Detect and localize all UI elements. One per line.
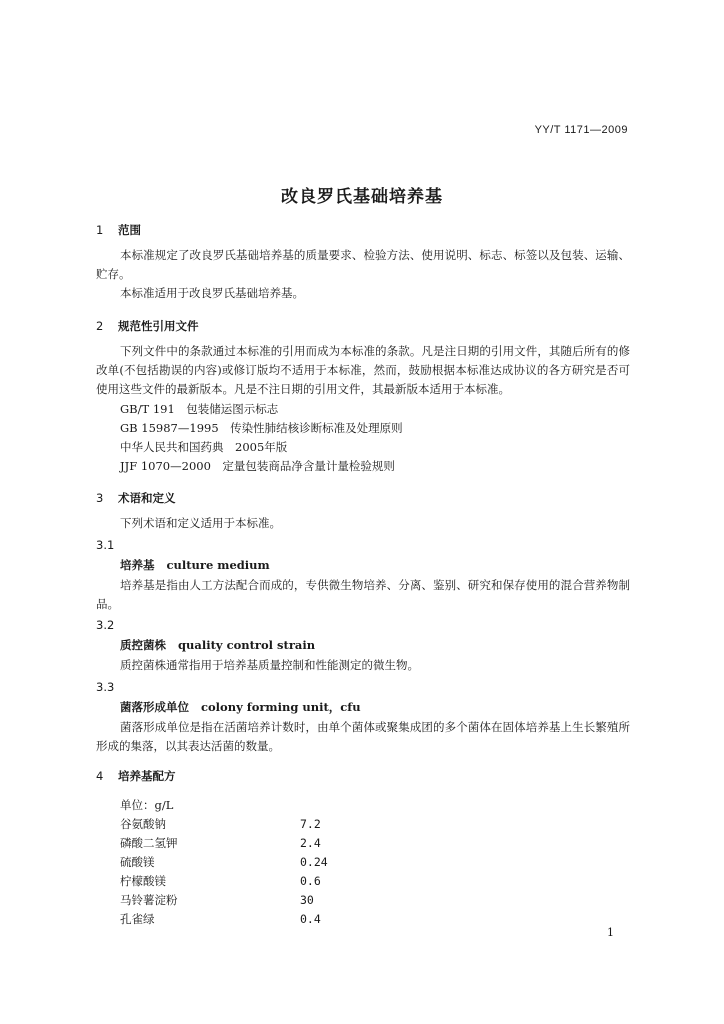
term-number: 3.1 xyxy=(96,538,115,552)
ingredient-value: 0.24 xyxy=(300,855,328,869)
term-cn: 质控菌株 xyxy=(120,638,166,652)
ingredient-row xyxy=(120,873,520,889)
ingredient-row xyxy=(120,854,520,870)
term-number: 3.2 xyxy=(96,618,115,632)
page-title: 改良罗氏基础培养基 xyxy=(281,187,443,207)
reference-item: GB 15987—1995 传染性肺结核诊断标准及处理原则 xyxy=(120,421,403,435)
section-2-title: 规范性引用文件 xyxy=(118,319,199,333)
unit-label: 单位：g/L xyxy=(120,798,174,812)
ingredient-row xyxy=(120,816,520,832)
section-2-heading xyxy=(96,318,199,334)
section-1-title: 范围 xyxy=(118,223,141,237)
section-1-paragraph-1: 本标准规定了改良罗氏基础培养基的质量要求、检验方法、使用说明、标志、标签以及包装、运输、贮存。 xyxy=(96,248,630,281)
ingredient-row xyxy=(120,835,520,851)
term-definition: 菌落形成单位是指在活菌培养计数时，由单个菌体或聚集成团的多个菌体在固体培养基上生长繁殖所形成的集落，以其表达活菌的数量。 xyxy=(96,720,630,753)
section-1-heading xyxy=(96,222,141,238)
term-heading xyxy=(120,557,270,573)
term-en: colony forming unit，cfu xyxy=(201,700,361,714)
section-3-number: 3 xyxy=(96,491,104,505)
term-heading xyxy=(120,699,361,715)
term-number: 3.3 xyxy=(96,680,115,694)
ingredient-value: 7.2 xyxy=(300,817,321,831)
ingredient-name: 硫酸镁 xyxy=(120,855,155,869)
term-definition: 质控菌株通常指用于培养基质量控制和性能测定的微生物。 xyxy=(120,658,419,672)
section-1-number: 1 xyxy=(96,223,104,237)
page-number: 1 xyxy=(607,926,614,939)
term-en: quality control strain xyxy=(178,638,316,652)
term-cn: 菌落形成单位 xyxy=(120,700,189,714)
ingredient-row xyxy=(120,892,520,908)
standard-number: YY/T 1171—2009 xyxy=(534,124,628,136)
ingredient-name: 孔雀绿 xyxy=(120,912,155,926)
ingredient-name: 磷酸二氢钾 xyxy=(120,836,178,850)
section-4-number: 4 xyxy=(96,769,104,783)
term-definition: 培养基是指由人工方法配合而成的，专供微生物培养、分离、鉴别、研究和保存使用的混合营养物制品。 xyxy=(96,578,630,611)
reference-item: GB/T 191 包装储运图示标志 xyxy=(120,402,279,416)
ingredient-value: 0.6 xyxy=(300,874,321,888)
term-en: culture medium xyxy=(166,558,270,572)
ingredient-row xyxy=(120,911,520,927)
section-3-intro: 下列术语和定义适用于本标准。 xyxy=(120,516,281,530)
ingredient-name: 柠檬酸镁 xyxy=(120,874,166,888)
ingredient-name: 马铃薯淀粉 xyxy=(120,893,178,907)
term-cn: 培养基 xyxy=(120,558,155,572)
reference-item: JJF 1070—2000 定量包装商品净含量计量检验规则 xyxy=(120,459,395,473)
ingredient-value: 0.4 xyxy=(300,912,321,926)
section-3-heading xyxy=(96,490,176,506)
ingredient-value: 30 xyxy=(300,893,314,907)
section-4-title: 培养基配方 xyxy=(118,769,176,783)
term-heading xyxy=(120,637,315,653)
ingredient-name: 谷氨酸钠 xyxy=(120,817,166,831)
section-1-paragraph-2: 本标准适用于改良罗氏基础培养基。 xyxy=(120,286,304,300)
section-2-number: 2 xyxy=(96,319,104,333)
reference-item: 中华人民共和国药典 2005年版 xyxy=(120,440,288,454)
section-4-heading xyxy=(96,768,176,784)
ingredient-value: 2.4 xyxy=(300,836,321,850)
section-2-paragraph: 下列文件中的条款通过本标准的引用而成为本标准的条款。凡是注日期的引用文件，其随后所有的修改单(不包括勘误的内容)或修订版均不适用于本标准，然而，鼓励根据本标准达成协议的各方研究是否可使用这些文件的最新版本。凡是不注日期的引用文件，其最新版本适用于本标准。 xyxy=(96,344,630,396)
section-3-title: 术语和定义 xyxy=(118,491,176,505)
